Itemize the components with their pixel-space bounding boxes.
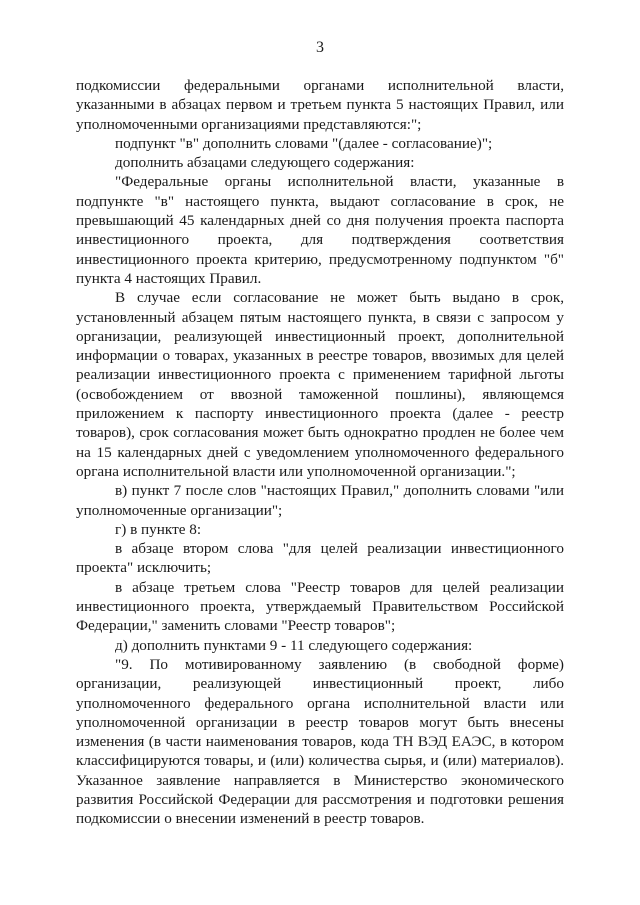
paragraph-point-9: "9. По мотивированному заявлению (в свободной форме) организации, реализующей инвестиционный проект, либо уполномоченного федерального органа исполнительной власти или уполномоченной организации в реестр товаров могут быть внесены изменения (в части наименования товаров, кода ТН ВЭД ЕАЭС, в котором классифицируются товары, и (или) количества сырья, и (или) материалов). Указанное заявление направляется в Министерство экономического развития Российской Федерации для рассмотрения и подготовки решения подкомиссии о внесении изменений в реестр товаров.: [76, 655, 564, 828]
paragraph-approval-extension: В случае если согласование не может быть выдано в срок, установленный абзацем пятым настоящего пункта, в связи с запросом у организации, реализующей инвестиционный проект, дополнительной информации о товарах, указанных в реестре товаров, ввозимых для целей реализации инвестиционного проекта с применением тарифной льготы (освобождением от ввозной таможенной пошлины), являющемся приложением к паспорту инвестиционного проекта (далее - реестр товаров), срок согласования может быть однократно продлен не более чем на 15 календарных дней с уведомлением уполномоченного федерального органа исполнительной власти или уполномоченной организации.";: [76, 289, 564, 480]
paragraph-point-8: г) в пункте 8:: [115, 520, 202, 538]
paragraph-federal-bodies-approval: "Федеральные органы исполнительной власти, указанные в подпункте "в" настоящего пункта, выдают согласование в срок, не превышающий 45 календарных дней со дня получения проекта паспорта инвестиционного проекта, для подтверждения соответствия инвестиционного проекта критерию, предусмотренному подпунктом "б" пункта 4 настоящих Правил.: [76, 173, 564, 287]
paragraph-add-paragraphs: дополнить абзацами следующего содержания:: [115, 154, 415, 172]
paragraph-point-7: в) пункт 7 после слов "настоящих Правил," дополнить словами "или уполномоченные организации";: [76, 482, 564, 519]
page-number: 3: [316, 39, 324, 56]
paragraph-continuation: подкомиссии федеральными органами исполнительной власти, указанными в абзацах первом и третьем пункта 5 настоящих Правил, или уполномоченными организациями представляются:";: [76, 77, 564, 133]
document-body: [76, 76, 564, 829]
paragraph-point-8-second: в абзаце втором слова "для целей реализации инвестиционного проекта" исключить;: [76, 540, 564, 577]
paragraph-point-8-third: в абзаце третьем слова "Реестр товаров для целей реализации инвестиционного проекта, утверждаемый Правительством Российской Федерации," заменить словами "Реестр товаров";: [76, 578, 564, 635]
paragraph-subpoint-v-amendment: подпункт "в" дополнить словами "(далее - согласование)";: [115, 134, 493, 152]
paragraph-add-points-9-11: д) дополнить пунктами 9 - 11 следующего содержания:: [115, 636, 473, 654]
